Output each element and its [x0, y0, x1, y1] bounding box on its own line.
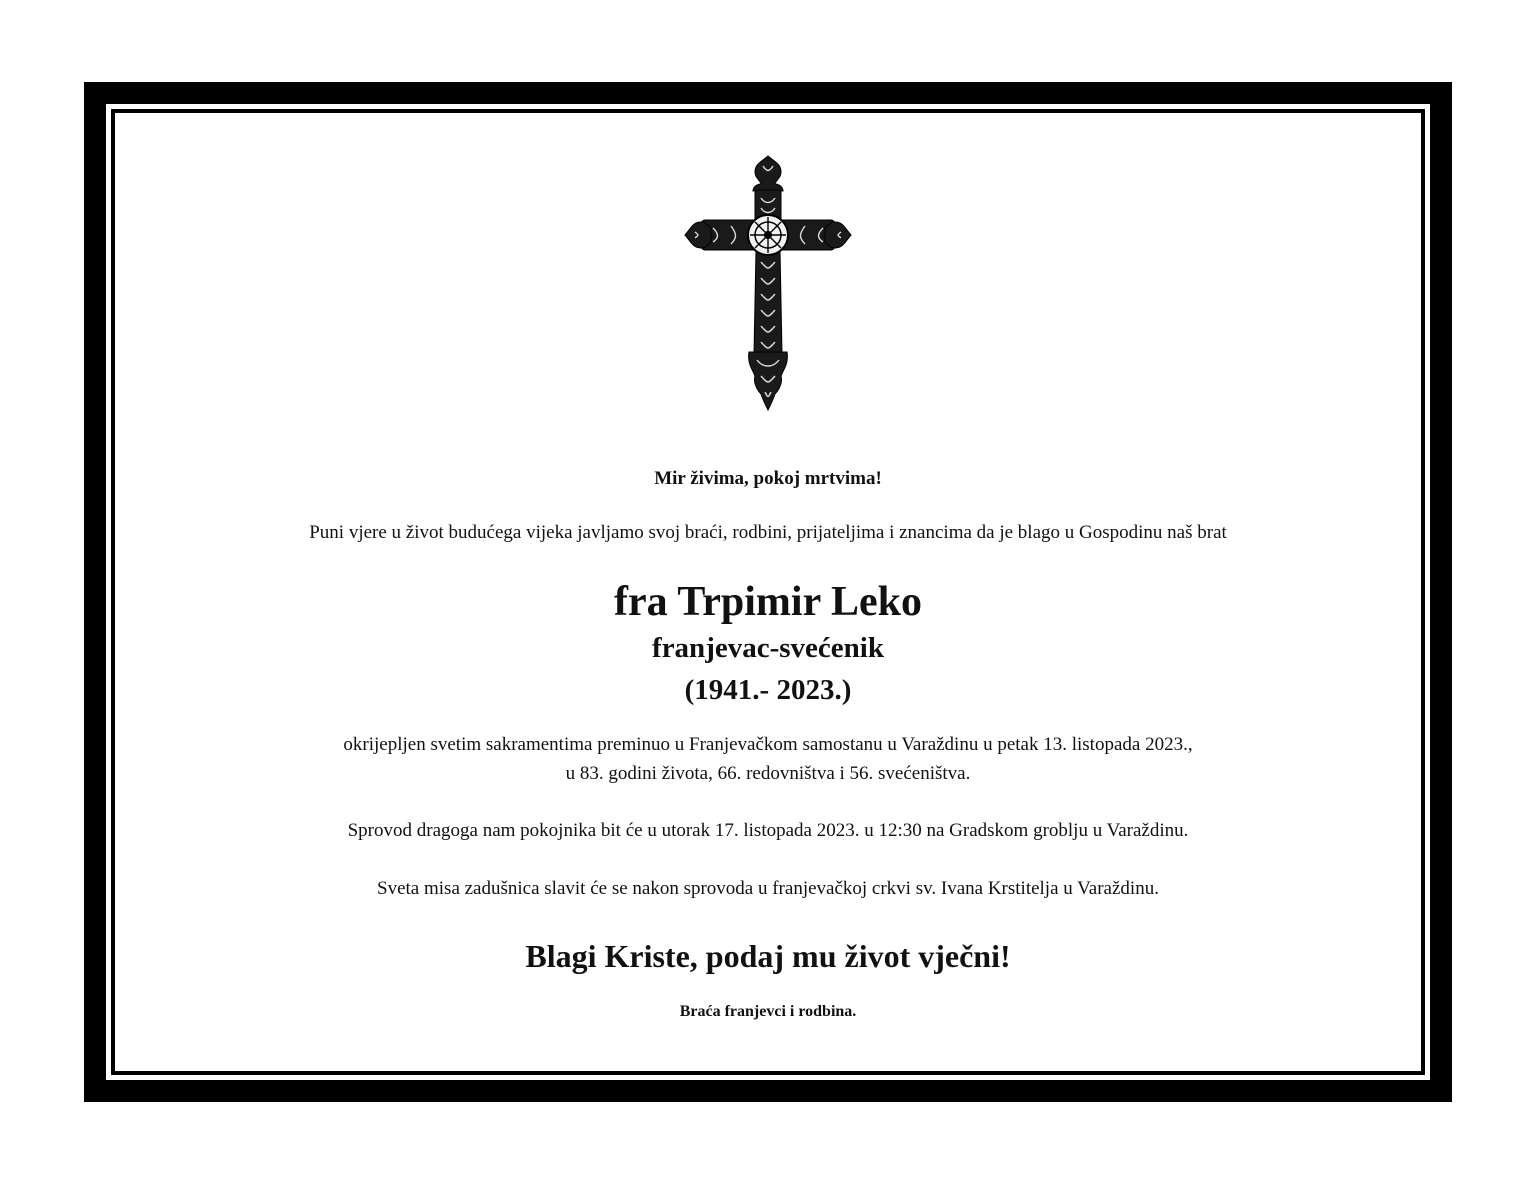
ornate-cross-icon [683, 154, 853, 412]
funeral-details: Sprovod dragoga nam pokojnika bit će u utorak 17. listopada 2023. u 12:30 na Gradskom groblju u Varaždinu. [347, 820, 1189, 841]
life-years: (1941.- 2023.) [684, 674, 852, 706]
greeting-line: Mir živima, pokoj mrtvima! [654, 468, 882, 489]
deceased-name: fra Trpimir Leko [614, 579, 922, 625]
death-details-line-1: okrijepljen svetim sakramentima preminuo u Franjevačkom samostanu u Varaždinu u petak 13. listopada 2023., [343, 734, 1193, 755]
memorial-mass-details: Sveta misa zadušnica slavit će se nakon sprovoda u franjevačkoj crkvi sv. Ivana Krstitelja u Varaždinu. [377, 878, 1159, 899]
death-details-line-2: u 83. godini života, 66. redovništva i 56. svećeništva. [565, 763, 971, 784]
obituary-content [106, 104, 1430, 1080]
announcement-intro: Puni vjere u život budućega vijeka javljamo svoj braći, rodbini, prijateljima i znancima da je blago u Gospodinu naš brat [309, 522, 1227, 543]
signature: Braća franjevci i rodbina. [679, 1003, 857, 1020]
black-mourning-border [84, 82, 1452, 1102]
deceased-role: franjevac-svećenik [652, 632, 884, 664]
closing-prayer: Blagi Kriste, podaj mu život vječni! [525, 938, 1011, 974]
